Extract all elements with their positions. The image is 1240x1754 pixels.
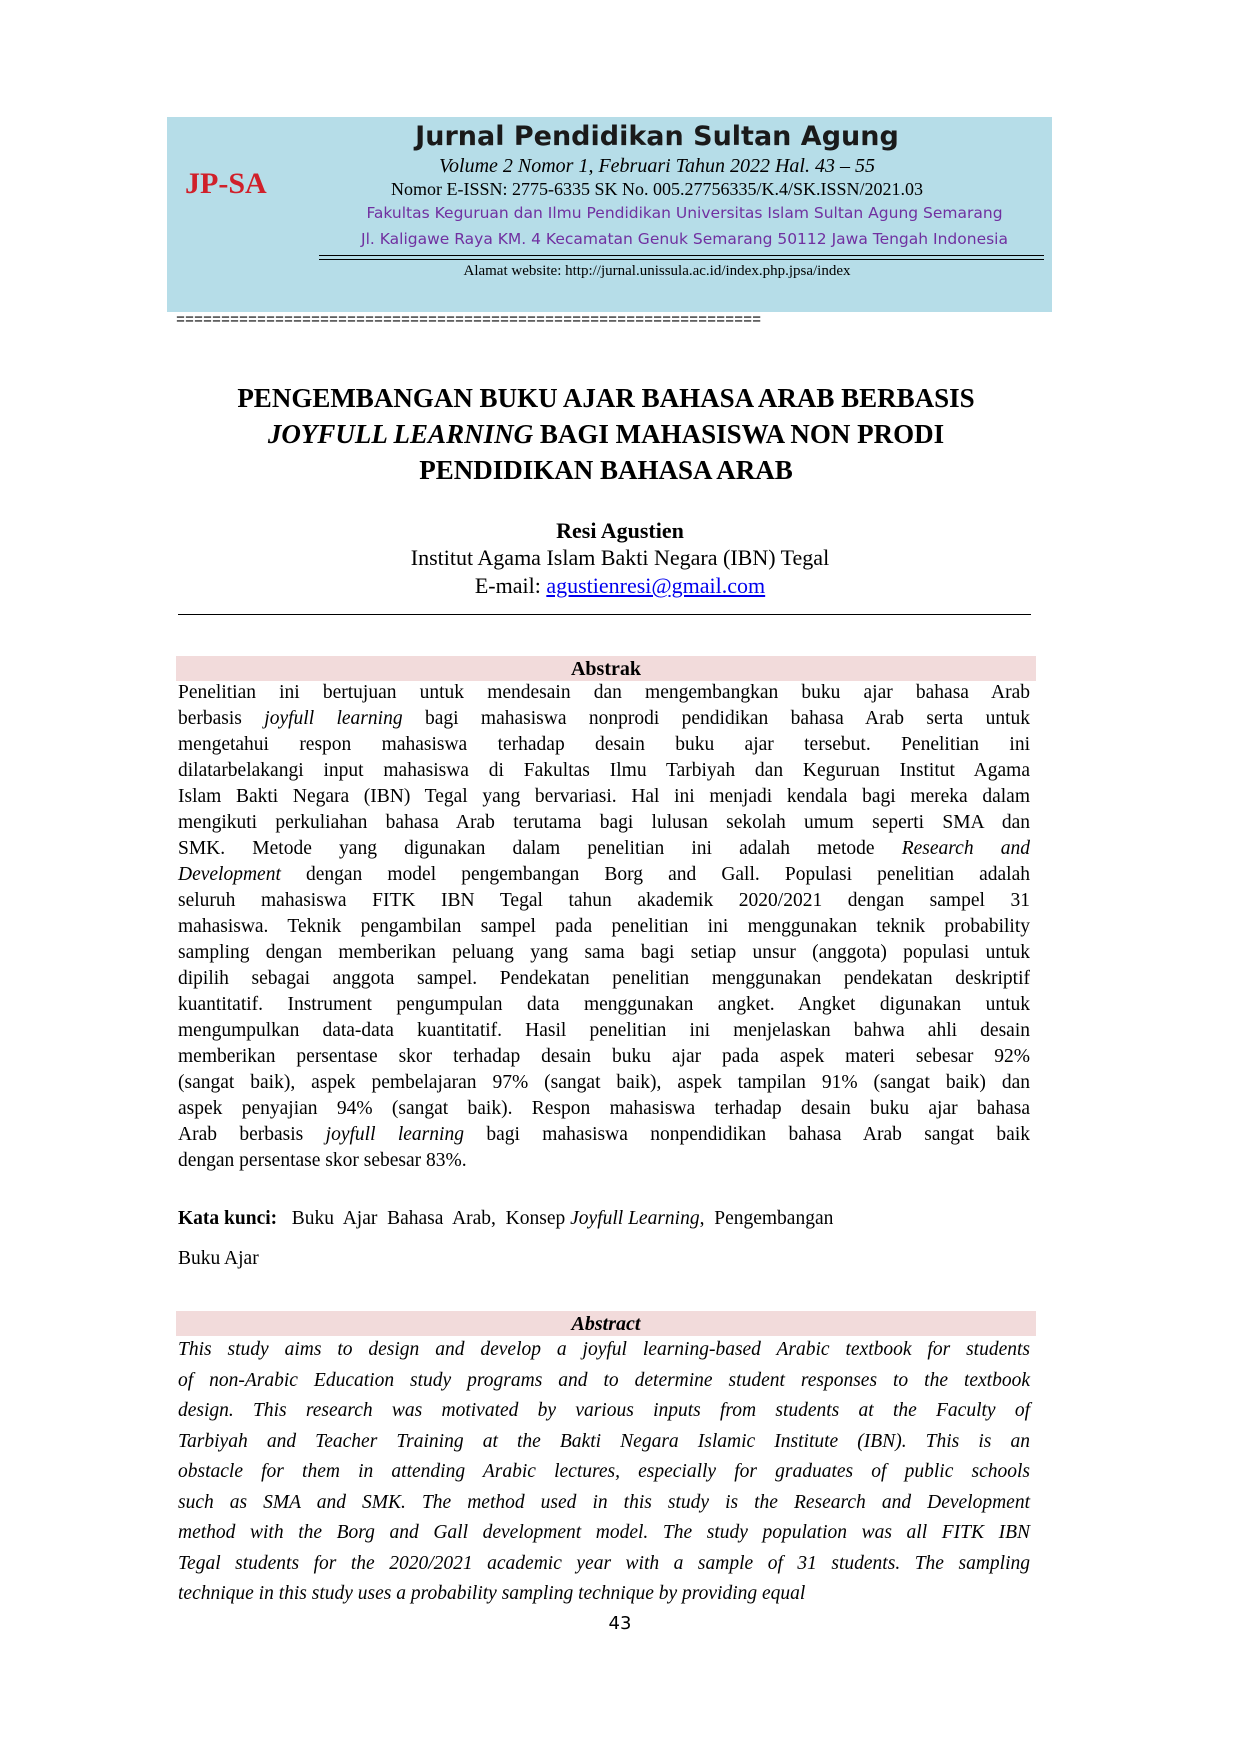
header-separator: ================================================================= bbox=[176, 312, 762, 329]
title-line: PENGEMBANGAN BUKU AJAR BAHASA ARAB BERBASIS bbox=[237, 383, 975, 413]
article-title bbox=[176, 380, 1036, 488]
journal-logo: JP-SA bbox=[185, 167, 267, 200]
text-line: method with the Borg and Gall development model. The study population was all FITK IBN bbox=[178, 1522, 1030, 1543]
text-line: Development dengan model pengembangan Borg and Gall. Populasi penelitian adalah bbox=[178, 864, 1030, 885]
text-line: mengikuti perkuliahan bahasa Arab terutama bagi lulusan sekolah umum seperti SMA dan bbox=[178, 812, 1030, 833]
text-line: (sangat baik), aspek pembelajaran 97% (sangat baik), aspek tampilan 91% (sangat baik) dan bbox=[178, 1072, 1030, 1093]
abstrak-body bbox=[178, 680, 1030, 1174]
keywords bbox=[178, 1208, 833, 1230]
title-rest: BAGI MAHASISWA NON PRODI bbox=[533, 419, 945, 449]
abstrak-heading: Abstrak bbox=[176, 656, 1036, 681]
page-number: 43 bbox=[608, 1613, 632, 1634]
journal-website: Alamat website: http://jurnal.unissula.ac.id/index.php.jpsa/index bbox=[463, 263, 851, 279]
text-line: dengan persentase skor sebesar 83%. bbox=[178, 1150, 467, 1171]
journal-issn: Nomor E-ISSN: 2775-6335 SK No. 005.27756335/K.4/SK.ISSN/2021.03 bbox=[390, 179, 924, 199]
journal-faculty: Fakultas Keguruan dan Ilmu Pendidikan Universitas Islam Sultan Agung Semarang bbox=[366, 204, 1003, 222]
text-line: such as SMA and SMK. The method used in this study is the Research and Development bbox=[178, 1491, 1030, 1513]
keywords-continuation: Buku Ajar bbox=[178, 1248, 259, 1269]
text-line: Tegal students for the 2020/2021 academic year with a sample of 31 students. The sampling bbox=[178, 1552, 1030, 1574]
author-affiliation: Institut Agama Islam Bakti Negara (IBN) Tegal bbox=[410, 545, 830, 570]
keywords-text: Buku Ajar Bahasa Arab, Konsep Joyfull Learning, Pengembangan bbox=[291, 1208, 834, 1229]
text-line: design. This research was motivated by various inputs from students at the Faculty of bbox=[178, 1400, 1030, 1421]
text-line: dipilih sebagai anggota sampel. Pendekatan penelitian menggunakan pendekatan deskriptif bbox=[178, 968, 1030, 989]
text-line: Tarbiyah and Teacher Training at the Bakti Negara Islamic Institute (IBN). This is an bbox=[178, 1430, 1030, 1452]
text-line: of non-Arabic Education study programs and to determine student responses to the textbook bbox=[178, 1369, 1030, 1391]
email-label: E-mail: bbox=[474, 573, 547, 598]
text-line: berbasis joyfull learning bagi mahasiswa nonprodi pendidikan bahasa Arab serta untuk bbox=[178, 708, 1030, 729]
text-line: Islam Bakti Negara (IBN) Tegal yang bervariasi. Hal ini menjadi kendala bagi mereka dalam bbox=[178, 786, 1030, 807]
text-line: aspek penyajian 94% (sangat baik). Respon mahasiswa terhadap desain buku ajar bahasa bbox=[178, 1098, 1030, 1119]
text-line: Penelitian ini bertujuan untuk mendesain dan mengembangkan buku ajar bahasa Arab bbox=[178, 682, 1030, 703]
text-line: dilatarbelakangi input mahasiswa di Fakultas Ilmu Tarbiyah dan Keguruan Institut Agama bbox=[178, 760, 1030, 781]
text-line: mengetahui respon mahasiswa terhadap desain buku ajar tersebut. Penelitian ini bbox=[178, 734, 1030, 755]
journal-address: Jl. Kaligawe Raya KM. 4 Kecamatan Genuk Semarang 50112 Jawa Tengah Indonesia bbox=[361, 230, 1008, 248]
journal-header-banner bbox=[167, 117, 1052, 312]
title-line bbox=[176, 416, 1036, 452]
text-line: obstacle for them in attending Arabic lectures, especially for graduates of public schools bbox=[178, 1461, 1030, 1482]
abstract-heading: Abstract bbox=[176, 1311, 1036, 1336]
journal-volume: Volume 2 Nomor 1, Februari Tahun 2022 Hal. 43 – 55 bbox=[439, 155, 875, 177]
text-line: SMK. Metode yang digunakan dalam penelitian ini adalah metode Research and bbox=[178, 838, 1030, 859]
text-line: sampling dengan memberikan peluang yang sama bagi setiap unsur (anggota) populasi untuk bbox=[178, 942, 1030, 963]
text-line: kuantitatif. Instrument pengumpulan data menggunakan angket. Angket digunakan untuk bbox=[178, 994, 1030, 1015]
author-email bbox=[0, 573, 1240, 599]
banner-divider bbox=[319, 255, 1044, 256]
title-italic-part: JOYFULL LEARNING bbox=[267, 419, 534, 449]
title-line: PENDIDIKAN BAHASA ARAB bbox=[419, 455, 793, 485]
email-link[interactable]: agustienresi@gmail.com bbox=[546, 573, 766, 598]
text-line: Arab berbasis joyfull learning bagi mahasiswa nonpendidikan bahasa Arab sangat baik bbox=[178, 1124, 1030, 1145]
text-line: mengumpulkan data-data kuantitatif. Hasil penelitian ini menjelaskan bahwa ahli desain bbox=[178, 1020, 1030, 1041]
text-line: memberikan persentase skor terhadap desain buku ajar pada aspek materi sebesar 92% bbox=[178, 1046, 1030, 1067]
banner-divider bbox=[319, 259, 1044, 260]
author-name: Resi Agustien bbox=[556, 518, 684, 543]
journal-title: Jurnal Pendidikan Sultan Agung bbox=[415, 121, 899, 152]
text-line: seluruh mahasiswa FITK IBN Tegal tahun akademik 2020/2021 dengan sampel 31 bbox=[178, 890, 1030, 911]
text-line: technique in this study uses a probability sampling technique by providing equal bbox=[178, 1583, 806, 1604]
text-line: mahasiswa. Teknik pengambilan sampel pada penelitian ini menggunakan teknik probability bbox=[178, 916, 1030, 937]
text-line: This study aims to design and develop a joyful learning-based Arabic textbook for students bbox=[178, 1339, 1030, 1360]
author-divider bbox=[178, 614, 1031, 615]
keywords-label: Kata kunci: bbox=[178, 1208, 278, 1229]
abstract-body bbox=[178, 1335, 1030, 1610]
